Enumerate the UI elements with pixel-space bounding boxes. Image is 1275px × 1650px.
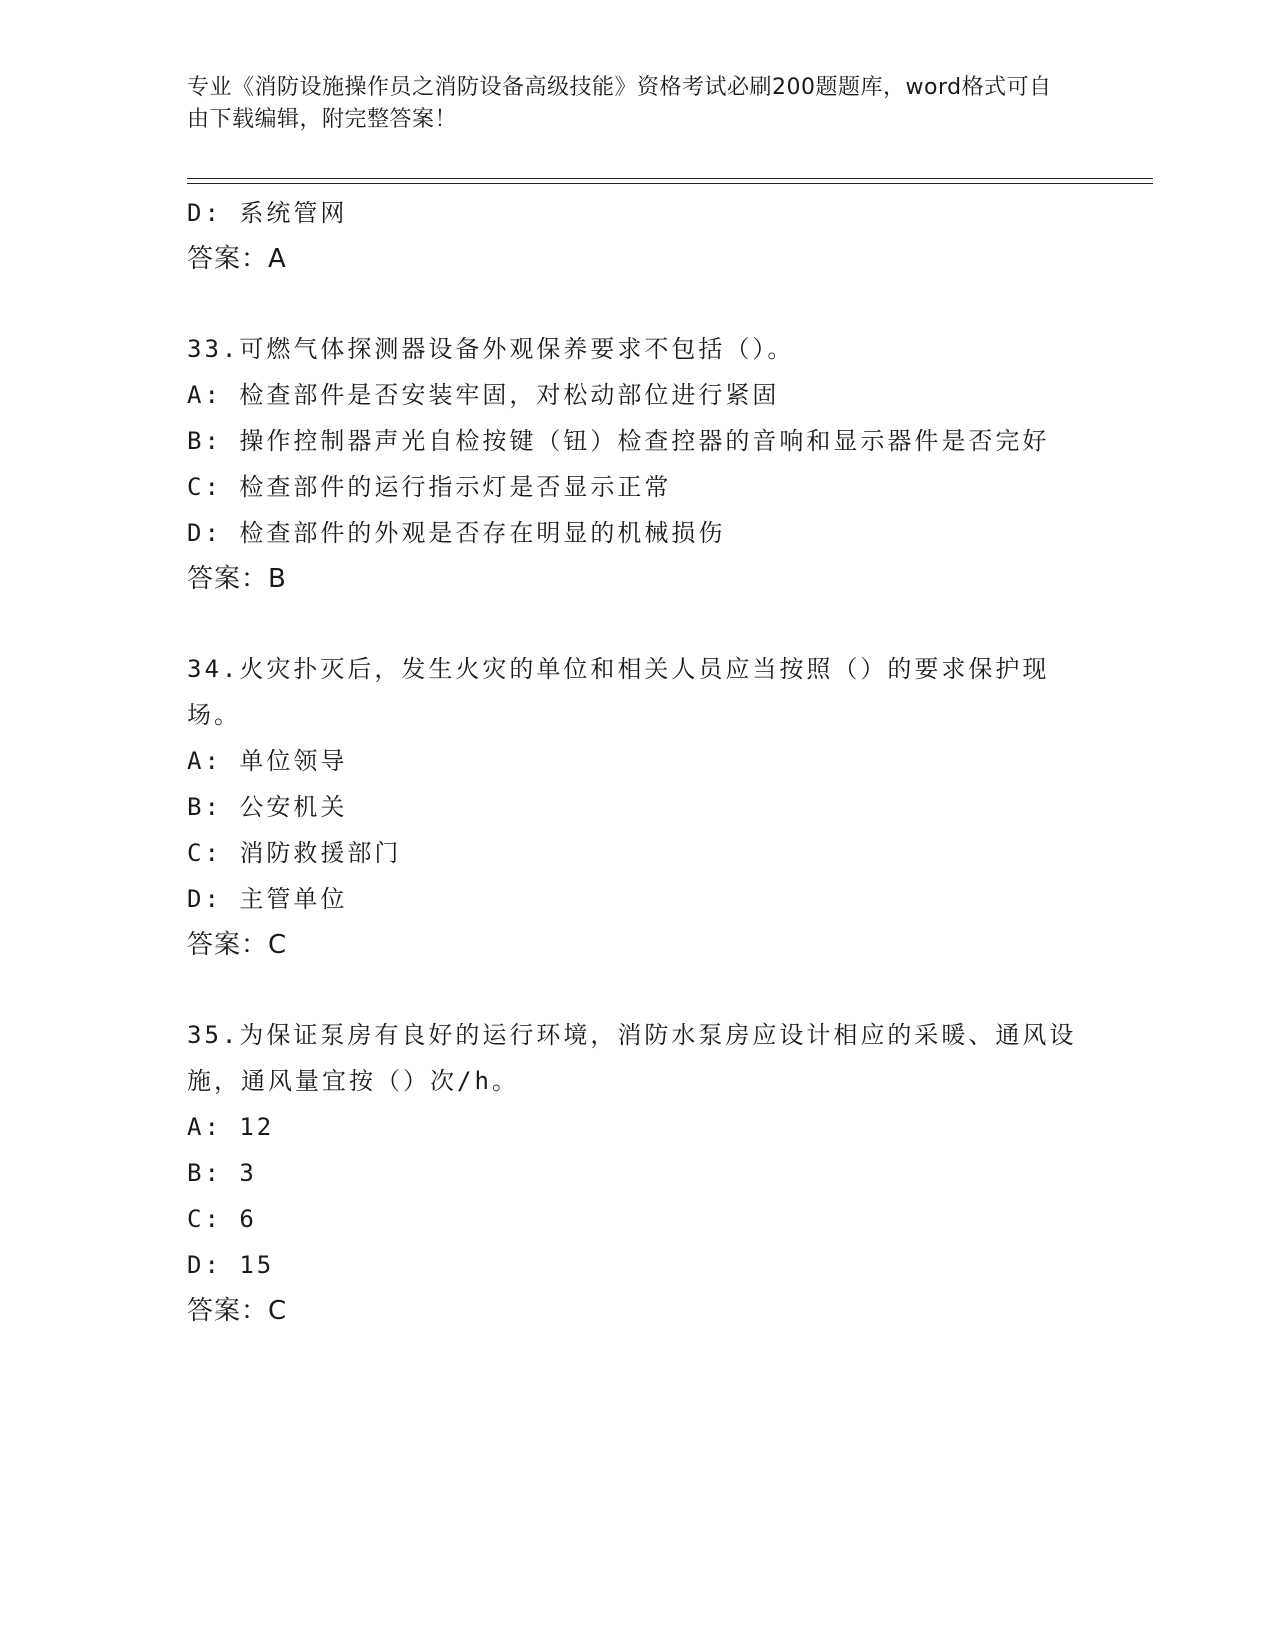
question-content [187,190,1087,1334]
header-divider-bottom [187,183,1153,184]
option-b: B: 公安机关 [187,793,348,821]
answer-line: 答案：C [187,1296,288,1326]
option-c: C: 消防救援部门 [187,839,402,867]
option-a: A: 12 [187,1113,275,1141]
option-a: A: 单位领导 [187,747,348,775]
question-35 [187,1012,1087,1334]
spacer [187,968,1087,1012]
option-c: C: 检查部件的运行指示灯是否显示正常 [187,473,672,501]
option-a: A: 检查部件是否安装牢固，对松动部位进行紧固 [187,381,780,409]
answer-line: 答案：B [187,564,287,594]
question-34 [187,646,1087,968]
answer-line: 答案：A [187,244,287,274]
answer-line: 答案：C [187,930,288,960]
question-33 [187,326,1087,602]
spacer [187,602,1087,646]
document-header: 专业《消防设施操作员之消防设备高级技能》资格考试必刷200题题库，word格式可自由下载编辑，附完整答案！ [187,75,1052,132]
option-b: B: 3 [187,1159,257,1187]
option-d: D: 主管单位 [187,885,348,913]
question-text: 35.为保证泵房有良好的运行环境，消防水泵房应设计相应的采暖、通风设施，通风量宜按（）次/h。 [187,1021,1077,1095]
spacer [187,282,1087,326]
option-c: C: 6 [187,1205,257,1233]
option-d: D: 检查部件的外观是否存在明显的机械损伤 [187,519,726,547]
option-d: D: 系统管网 [187,199,348,227]
question-text: 34.火灾扑灭后，发生火灾的单位和相关人员应当按照（）的要求保护现场。 [187,655,1050,729]
header-divider-top [187,178,1153,179]
option-d: D: 15 [187,1251,275,1279]
option-b: B: 操作控制器声光自检按键（钮）检查控器的音响和显示器件是否完好 [187,427,1050,455]
question-text: 33.可燃气体探测器设备外观保养要求不包括（）。 [187,335,795,363]
